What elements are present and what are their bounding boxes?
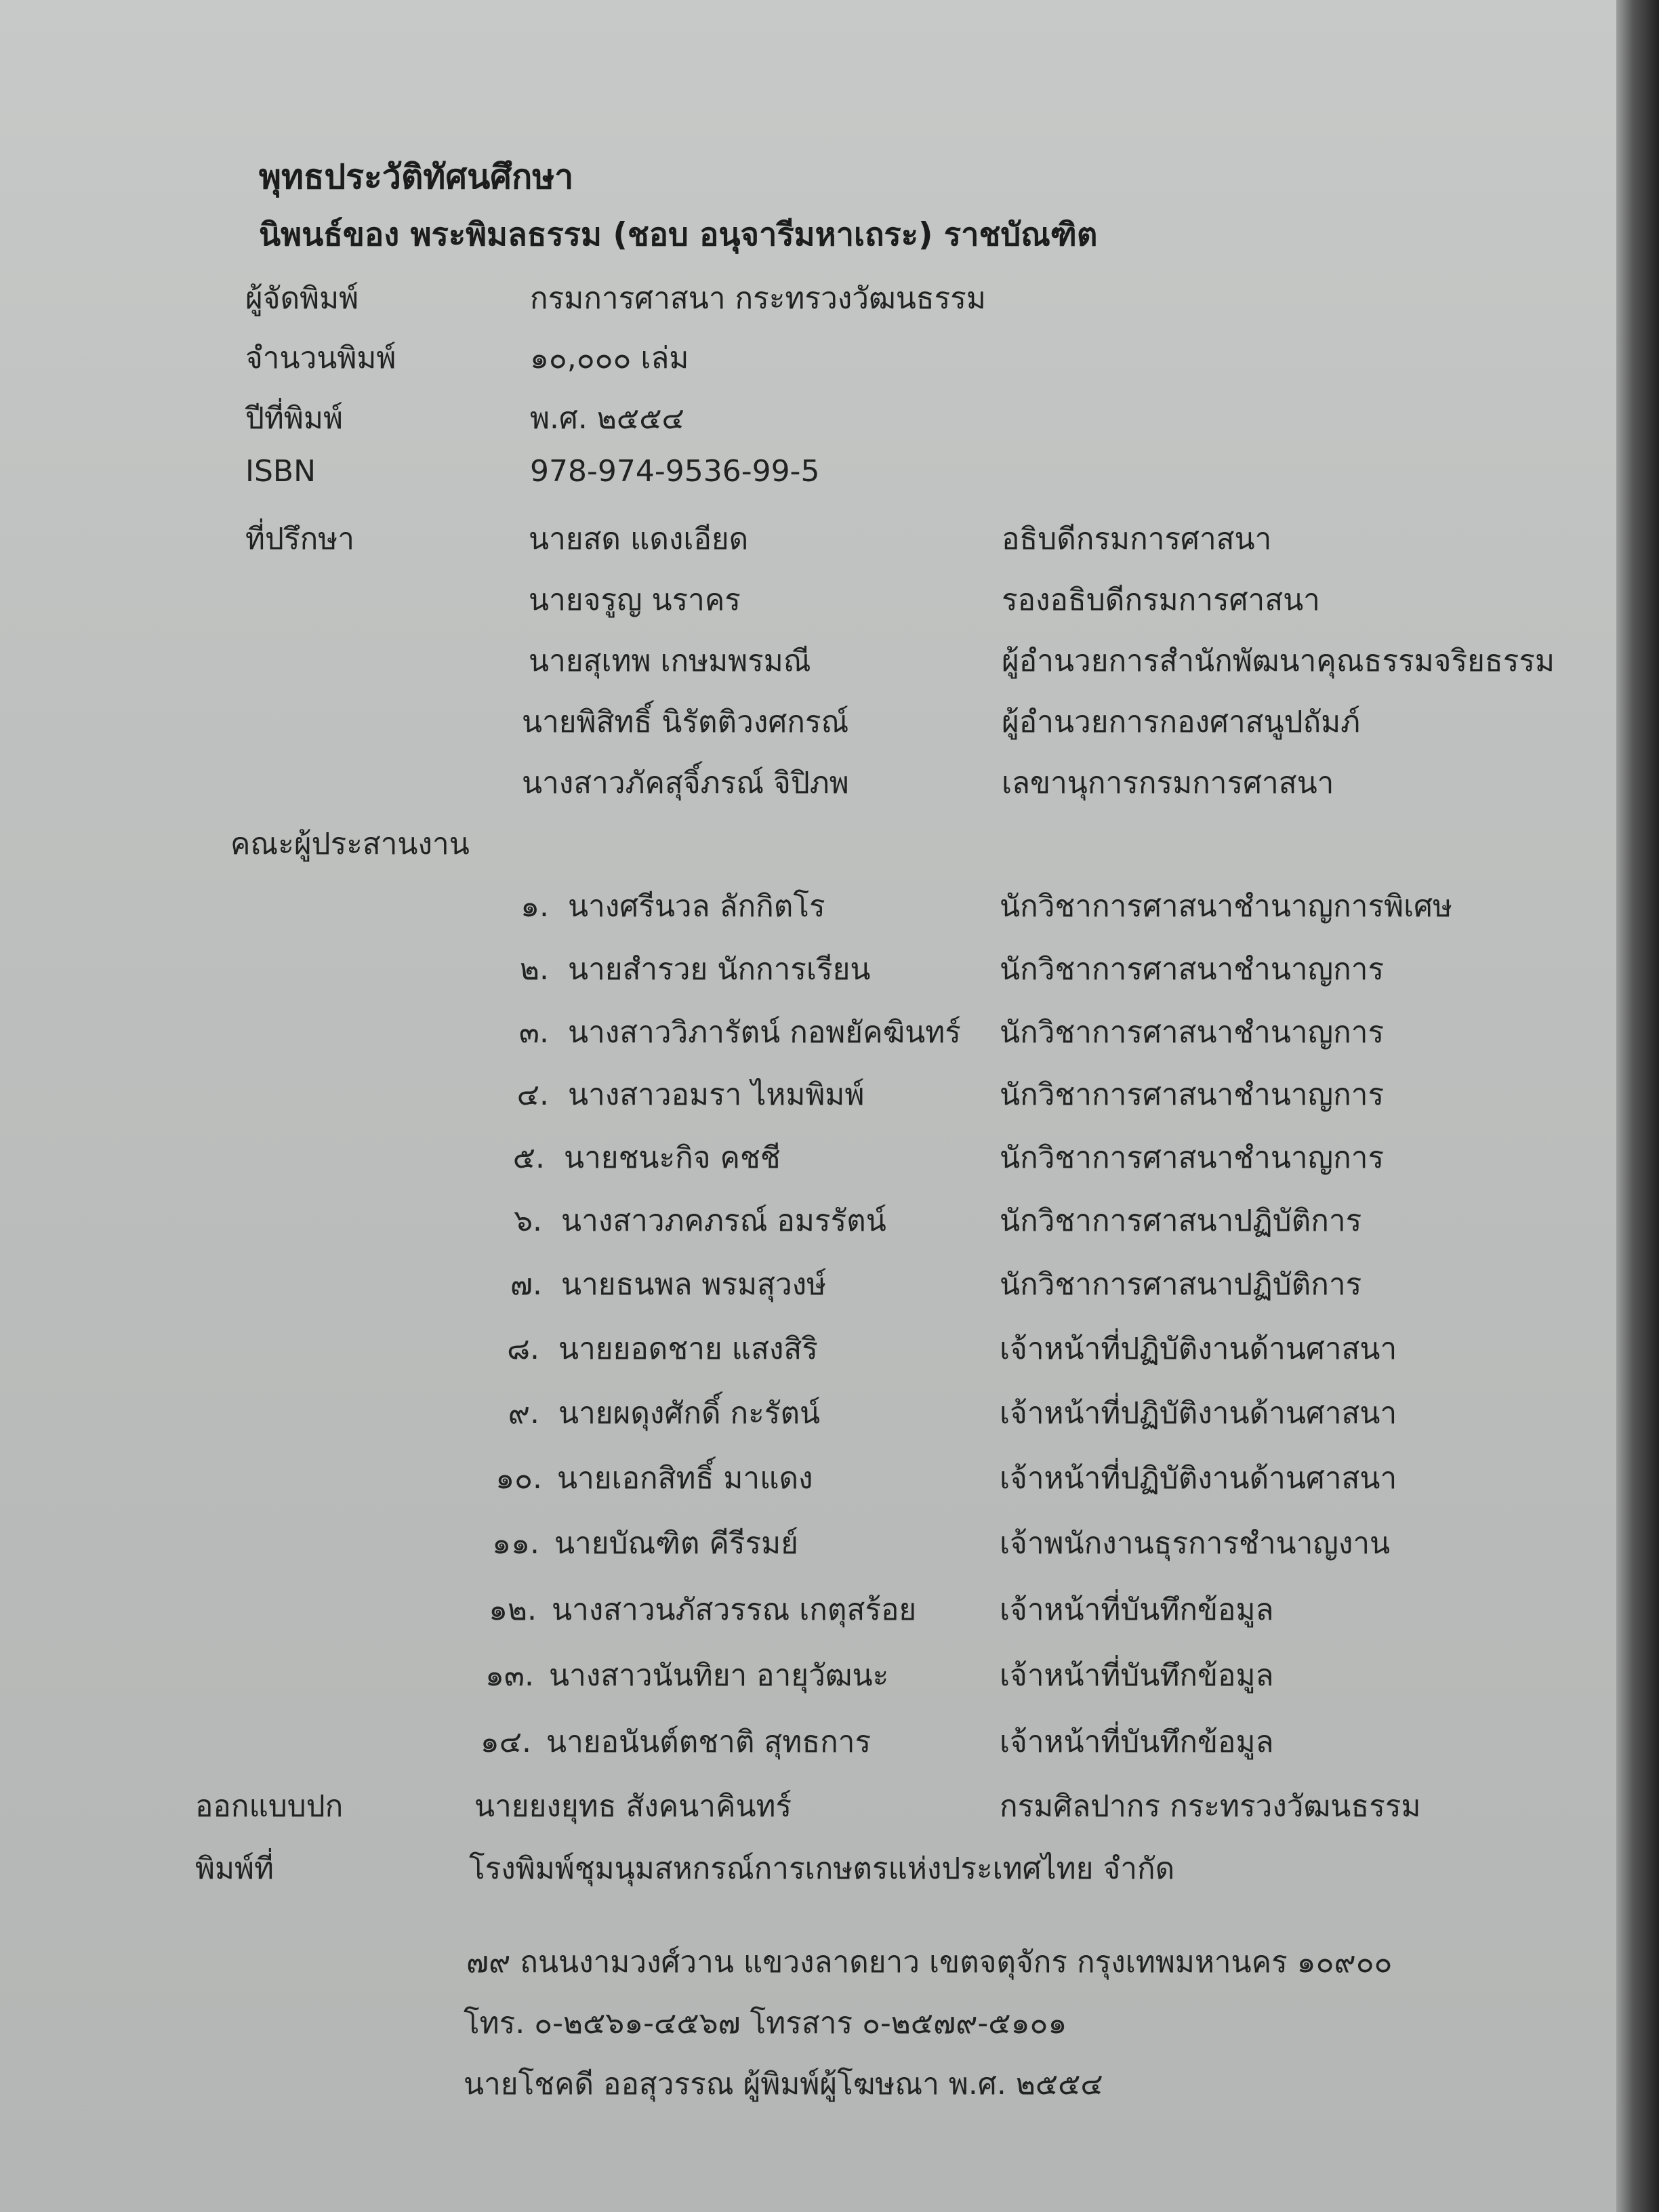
- coordinator-name: นางศรีนวล ลักกิตโร: [568, 889, 825, 924]
- coordinator-number: ๑๓.: [485, 1658, 534, 1693]
- coordinator-role: เจ้าพนักงานธุรการชำนาญงาน: [1000, 1526, 1391, 1561]
- advisor-role: อธิบดีกรมการศาสนา: [1002, 522, 1272, 556]
- coordinator-role: นักวิชาการศาสนาปฏิบัติการ: [1000, 1204, 1362, 1238]
- info-label: ISBN: [245, 454, 316, 489]
- info-value: ๑๐,๐๐๐ เล่ม: [530, 341, 689, 375]
- coordinator-name: นางสาวนันทิยา อายุวัฒนะ: [549, 1658, 889, 1693]
- coordinator-role: เจ้าหน้าที่ปฏิบัติงานด้านศาสนา: [1000, 1332, 1397, 1366]
- advisors-label: ที่ปรึกษา: [245, 522, 354, 556]
- cover-designer-role: กรมศิลปากร กระทรวงวัฒนธรรม: [1000, 1789, 1421, 1824]
- info-value: กรมการศาสนา กระทรวงวัฒนธรรม: [530, 281, 986, 316]
- coordinator-role: เจ้าหน้าที่บันทึกข้อมูล: [1000, 1725, 1274, 1759]
- coordinator-name: นางสาวภคภรณ์ อมรรัตน์: [561, 1204, 886, 1238]
- coordinator-name: นายผดุงศักดิ์ กะรัตน์: [558, 1396, 821, 1431]
- advisor-role: เลขานุการกรมการศาสนา: [1002, 766, 1334, 800]
- info-value: พ.ศ. ๒๕๕๔: [530, 401, 684, 436]
- book-subtitle: นิพนธ์ของ พระพิมลธรรม (ชอบ อนุจารีมหาเถระ) ราชบัณฑิต: [259, 216, 1098, 253]
- coordinator-role: นักวิชาการศาสนาชำนาญการ: [1000, 1015, 1385, 1050]
- advisor-role: ผู้อำนวยการสำนักพัฒนาคุณธรรมจริยธรรม: [1002, 644, 1555, 678]
- coordinator-name: นางสาววิภารัตน์ กอพยัคฆินทร์: [568, 1015, 961, 1050]
- advisor-name: นายสุเทพ เกษมพรมณี: [529, 644, 811, 678]
- coordinator-role: นักวิชาการศาสนาชำนาญการ: [1000, 1078, 1385, 1112]
- coordinator-name: นายบัณฑิต คีรีรมย์: [554, 1526, 798, 1561]
- advisor-name: นายจรูญ นราคร: [529, 583, 741, 617]
- coordinator-name: นายอนันต์ตชาติ สุทธการ: [546, 1725, 872, 1759]
- advisor-role: รองอธิบดีกรมการศาสนา: [1002, 583, 1320, 617]
- coordinator-role: เจ้าหน้าที่ปฏิบัติงานด้านศาสนา: [1000, 1461, 1397, 1496]
- coordinator-name: นายธนพล พรมสุวงษ์: [561, 1267, 827, 1302]
- cover-design-label: ออกแบบปก: [195, 1789, 344, 1824]
- coordinator-number: ๖.: [514, 1204, 542, 1238]
- printer-address: ๗๙ ถนนงามวงศ์วาน แขวงลาดยาว เขตจตุจักร กรุงเทพมหานคร ๑๐๙๐๐: [466, 1945, 1393, 1980]
- coordinator-role: นักวิชาการศาสนาชำนาญการ: [1000, 1141, 1385, 1175]
- coordinator-number: ๑๔.: [480, 1725, 531, 1759]
- coordinator-name: นางสาวนภัสวรรณ เกตุสร้อย: [552, 1593, 917, 1627]
- coordinator-number: ๘.: [507, 1332, 539, 1366]
- coordinator-number: ๑๒.: [489, 1593, 537, 1627]
- coordinator-role: นักวิชาการศาสนาปฏิบัติการ: [1000, 1267, 1362, 1302]
- coordinator-number: ๑๐.: [495, 1461, 542, 1496]
- book-title: พุทธประวัติทัศนศึกษา: [259, 157, 574, 197]
- printer-publisher-note: นายโชคดี ออสุวรรณ ผู้พิมพ์ผู้โฆษณา พ.ศ. ๒๕๕๔: [464, 2067, 1103, 2102]
- printer-phone: โทร. ๐-๒๕๖๑-๔๕๖๗ โทรสาร ๐-๒๕๗๙-๕๑๐๑: [464, 2006, 1067, 2041]
- coordinator-role: นักวิชาการศาสนาชำนาญการ: [1000, 952, 1385, 987]
- info-label: จำนวนพิมพ์: [245, 341, 396, 375]
- coordinator-number: ๑๑.: [492, 1526, 539, 1561]
- coordinator-name: นายเอกสิทธิ์ มาแดง: [557, 1461, 813, 1496]
- coordinator-number: ๓.: [518, 1015, 549, 1050]
- coordinator-name: นางสาวอมรา ไหมพิมพ์: [568, 1078, 865, 1112]
- advisor-name: นายพิสิทธิ์ นิรัตติวงศกรณ์: [522, 705, 849, 739]
- info-value: 978-974-9536-99-5: [530, 454, 820, 489]
- coordinator-name: นายชนะกิจ คชชี: [564, 1141, 781, 1175]
- printer-label: พิมพ์ที่: [195, 1851, 274, 1886]
- coordinator-name: นายสำรวย นักการเรียน: [568, 952, 871, 987]
- coordinator-number: ๗.: [510, 1267, 542, 1302]
- coordinator-role: นักวิชาการศาสนาชำนาญการพิเศษ: [1000, 889, 1453, 924]
- advisor-name: นางสาวภัคสุจิ์ภรณ์ จิปิภพ: [522, 766, 849, 800]
- coordinators-label: คณะผู้ประสานงาน: [230, 827, 470, 861]
- info-label: ผู้จัดพิมพ์: [245, 281, 359, 316]
- cover-designer-name: นายยงยุทธ สังคนาคินทร์: [474, 1789, 792, 1824]
- coordinator-role: เจ้าหน้าที่บันทึกข้อมูล: [1000, 1658, 1274, 1693]
- coordinator-number: ๕.: [512, 1141, 545, 1175]
- info-label: ปีที่พิมพ์: [245, 401, 343, 436]
- coordinator-name: นายยอดชาย แสงสิริ: [558, 1332, 818, 1366]
- coordinator-number: ๔.: [516, 1078, 549, 1112]
- coordinator-role: เจ้าหน้าที่ปฏิบัติงานด้านศาสนา: [1000, 1396, 1397, 1431]
- coordinator-number: ๙.: [508, 1396, 539, 1431]
- printer-line: โรงพิมพ์ชุมนุมสหกรณ์การเกษตรแห่งประเทศไทย จำกัด: [469, 1851, 1175, 1886]
- coordinator-number: ๒.: [520, 952, 549, 987]
- coordinator-role: เจ้าหน้าที่บันทึกข้อมูล: [1000, 1593, 1274, 1627]
- page-shadow-edge: [1616, 0, 1659, 2212]
- advisor-name: นายสด แดงเอียด: [529, 522, 749, 556]
- coordinator-number: ๑.: [520, 889, 549, 924]
- advisor-role: ผู้อำนวยการกองศาสนูปถัมภ์: [1002, 705, 1361, 739]
